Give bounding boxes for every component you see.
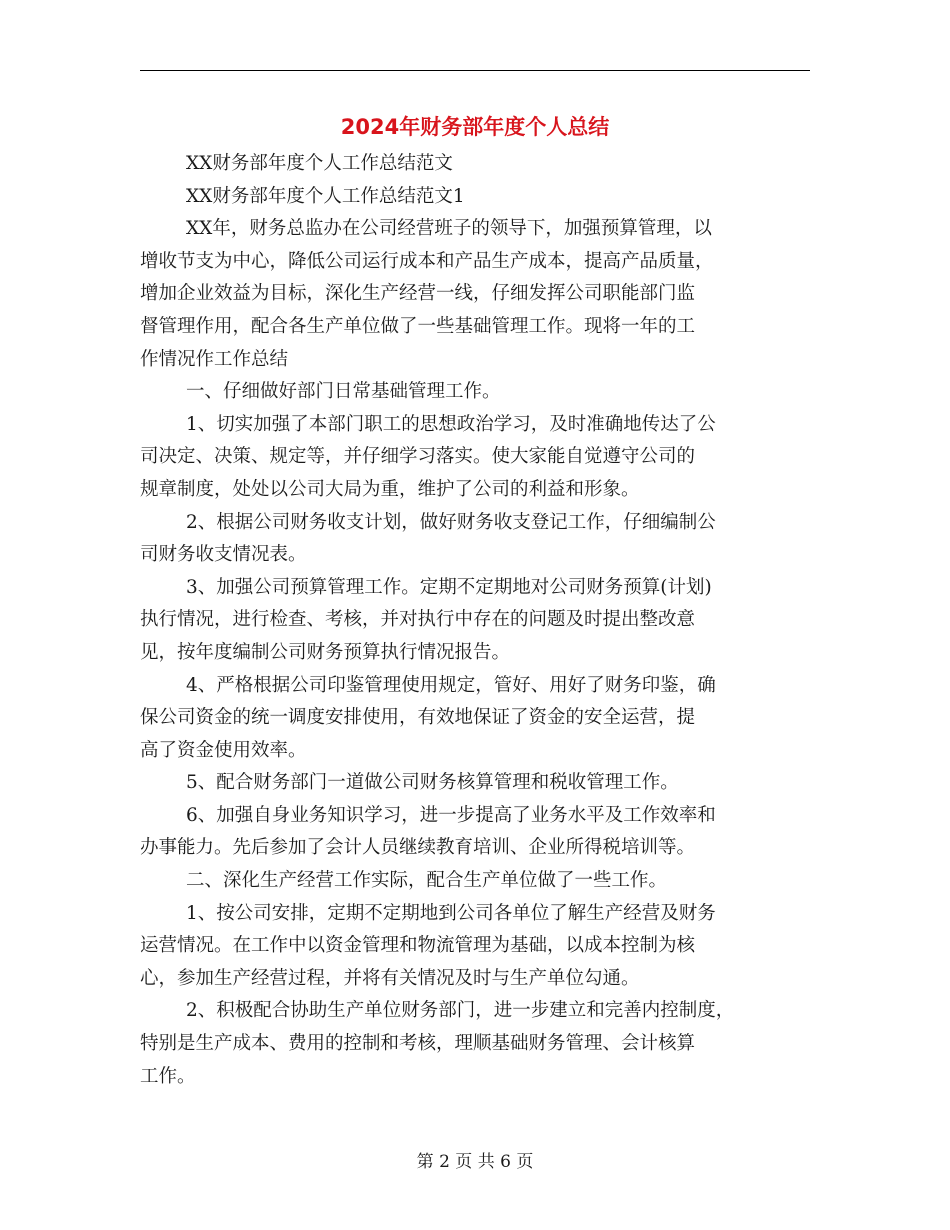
text-line: 运营情况。在工作中以资金管理和物流管理为基础，以成本控制为核	[140, 935, 696, 957]
text-line: 增收节支为中心，降低公司运行成本和产品生产成本，提高产品质量，	[140, 250, 714, 272]
text-line: 2、积极配合协助生产单位财务部门，进一步建立和完善内控制度，	[186, 1000, 735, 1022]
text-line: 增加企业效益为目标，深化生产经营一线，仔细发挥公司职能部门监	[140, 283, 696, 305]
text-line: 4、严格根据公司印鉴管理使用规定，管好、用好了财务印鉴，确	[186, 674, 716, 696]
text-line: 1、按公司安排，定期不定期地到公司各单位了解生产经营及财务	[186, 902, 716, 924]
text-line: 执行情况，进行检查、考核，并对执行中存在的问题及时提出整改意	[140, 609, 696, 631]
header-rule	[140, 70, 810, 71]
text-line: 二、深化生产经营工作实际，配合生产单位做了一些工作。	[186, 870, 668, 892]
text-line: XX年，财务总监办在公司经营班子的领导下，加强预算管理，以	[186, 218, 712, 240]
text-line: 见，按年度编制公司财务预算执行情况报告。	[140, 641, 511, 663]
text-line: 一、仔细做好部门日常基础管理工作。	[186, 381, 501, 403]
text-line: 司财务收支情况表。	[140, 544, 307, 566]
document-title: 2024年财务部年度个人总结	[340, 115, 610, 139]
text-line: 心，参加生产经营过程，并将有关情况及时与生产单位勾通。	[140, 967, 640, 989]
text-line: 规章制度，处处以公司大局为重，维护了公司的利益和形象。	[140, 478, 640, 500]
text-line: 工作。	[140, 1065, 196, 1087]
text-line: 2、根据公司财务收支计划，做好财务收支登记工作，仔细编制公	[186, 511, 716, 533]
text-line: 作情况作工作总结	[140, 348, 289, 370]
text-line: 6、加强自身业务知识学习，进一步提高了业务水平及工作效率和	[186, 804, 716, 826]
text-line: XX财务部年度个人工作总结范文	[186, 153, 453, 174]
document-body	[140, 148, 810, 1093]
text-line: 督管理作用，配合各生产单位做了一些基础管理工作。现将一年的工	[140, 315, 696, 337]
text-line: 高了资金使用效率。	[140, 739, 307, 761]
text-line: 办事能力。先后参加了会计人员继续教育培训、企业所得税培训等。	[140, 837, 696, 859]
text-line: 5、配合财务部门一道做公司财务核算管理和税收管理工作。	[186, 772, 679, 794]
page-number: 第 2 页 共 6 页	[416, 1152, 534, 1172]
text-line: XX财务部年度个人工作总结范文1	[186, 185, 465, 207]
text-line: 司决定、决策、规定等，并仔细学习落实。使大家能自觉遵守公司的	[140, 446, 696, 468]
text-line: 3、加强公司预算管理工作。定期不定期地对公司财务预算(计划)	[186, 576, 712, 598]
text-line: 保公司资金的统一调度安排使用，有效地保证了资金的安全运营，提	[140, 707, 696, 729]
text-line: 特别是生产成本、费用的控制和考核，理顺基础财务管理、会计核算	[140, 1033, 696, 1055]
text-line: 1、切实加强了本部门职工的思想政治学习，及时准确地传达了公	[186, 413, 716, 435]
